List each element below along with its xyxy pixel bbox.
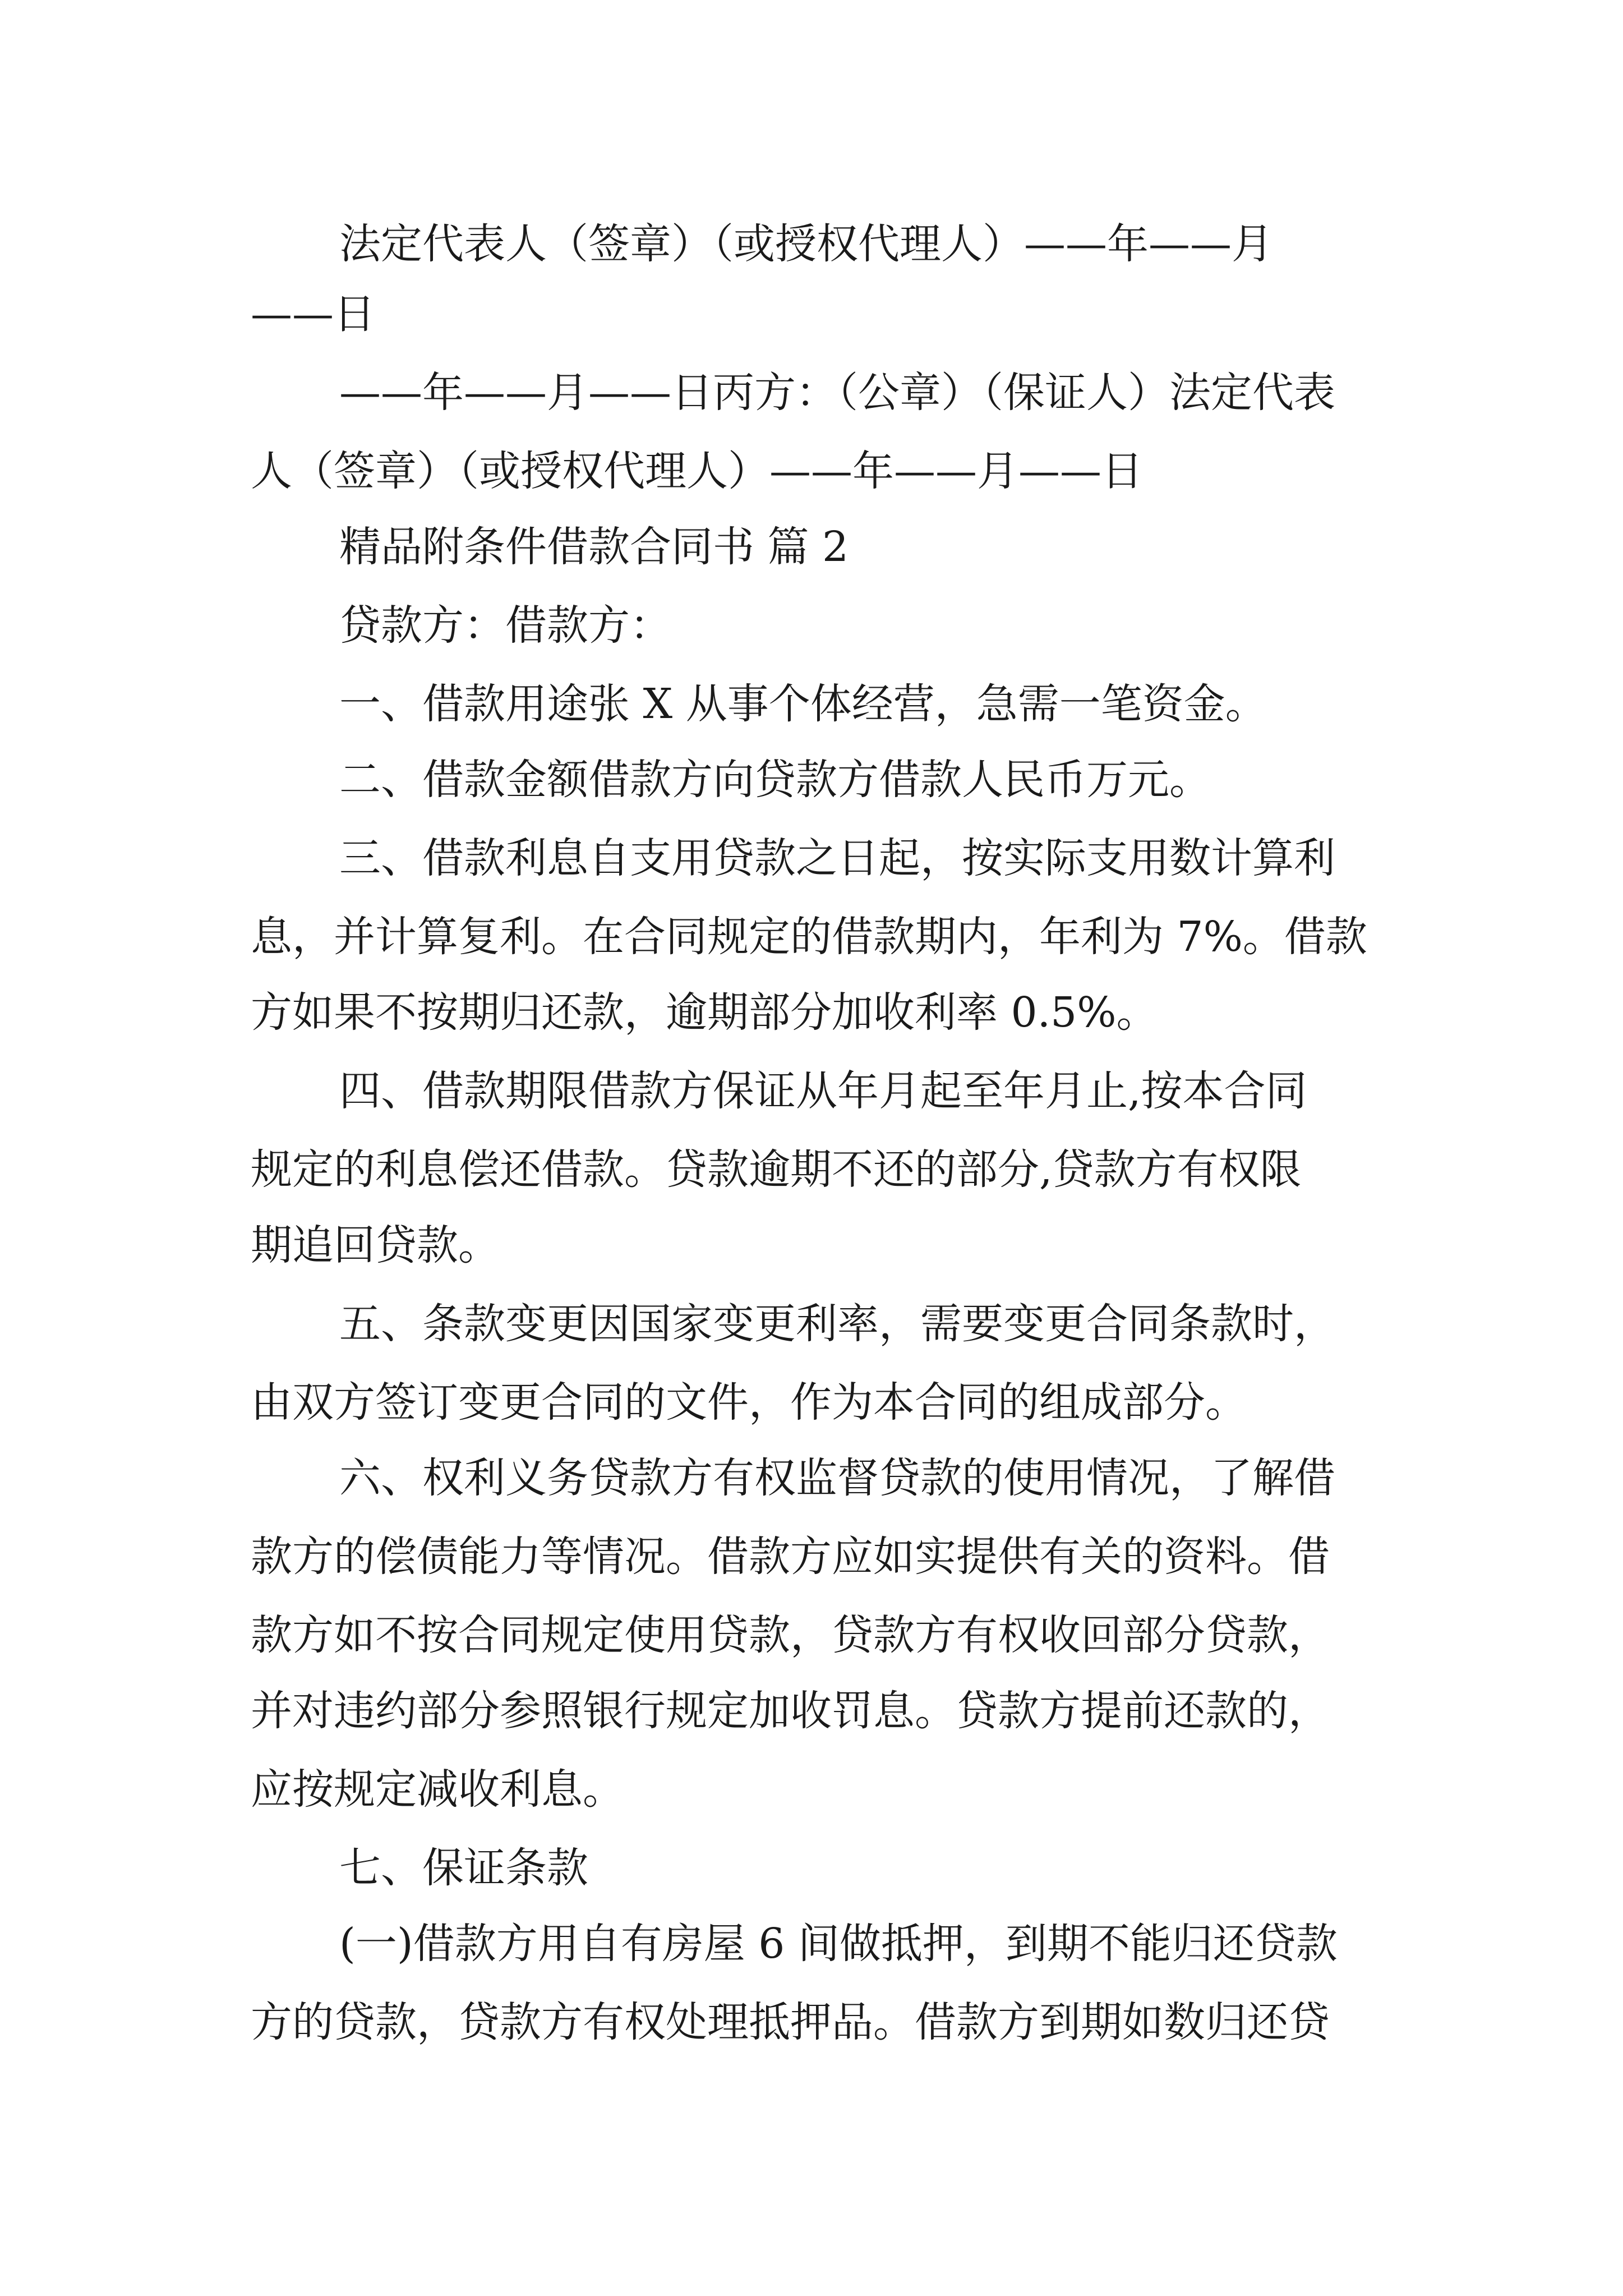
text-line: 二、借款金额借款方向贷款方借款人民币万元。 (339, 756, 1211, 804)
text-line: 三、借款利息自支用贷款之日起，按实际支用数计算利 (339, 834, 1335, 882)
text-line: 息，并计算复利。在合同规定的借款期内，年利为 7%。借款 (251, 913, 1367, 961)
text-line: ——年——月——日丙方：（公章）（保证人）法定代表 (339, 369, 1335, 417)
text-line: (一)借款方用自有房屋 6 间做抵押，到期不能归还贷款 (339, 1920, 1338, 1968)
text-line: 款方如不按合同规定使用贷款，贷款方有权收回部分贷款， (251, 1611, 1330, 1659)
text-line: 方的贷款，贷款方有权处理抵押品。借款方到期如数归还贷 (251, 1998, 1330, 2046)
text-line: 五、条款变更因国家变更利率，需要变更合同条款时， (339, 1300, 1335, 1348)
text-line: ——日 (251, 290, 375, 338)
text-line: 应按规定减收利息。 (251, 1765, 624, 1814)
text-line: 并对违约部分参照银行规定加收罚息。贷款方提前还款的， (251, 1687, 1330, 1735)
text-line: 七、保证条款 (339, 1844, 588, 1892)
text-line: 由双方签订变更合同的文件，作为本合同的组成部分。 (251, 1378, 1247, 1427)
text-line: 四、借款期限借款方保证从年月起至年月止,按本合同 (339, 1067, 1307, 1115)
text-line: 人（签章）（或授权代理人）——年——月——日 (251, 447, 1143, 495)
text-line: 期追回贷款。 (251, 1221, 500, 1269)
text-line: 方如果不按期归还款，逾期部分加收利率 0.5%。 (251, 988, 1158, 1037)
text-line: 一、借款用途张 X 从事个体经营，急需一笔资金。 (339, 680, 1267, 728)
text-line: 款方的偿债能力等情况。借款方应如实提供有关的资料。借 (251, 1533, 1330, 1581)
text-line: 规定的利息偿还借款。贷款逾期不还的部分,贷款方有权限 (251, 1145, 1302, 1194)
section-heading: 精品附条件借款合同书 篇 2 (339, 523, 849, 571)
text-line: 六、权利义务贷款方有权监督贷款的使用情况，了解借 (339, 1454, 1335, 1502)
text-line: 法定代表人（签章）（或授权代理人）——年——月 (339, 220, 1273, 268)
text-line: 贷款方：借款方： (339, 601, 671, 650)
